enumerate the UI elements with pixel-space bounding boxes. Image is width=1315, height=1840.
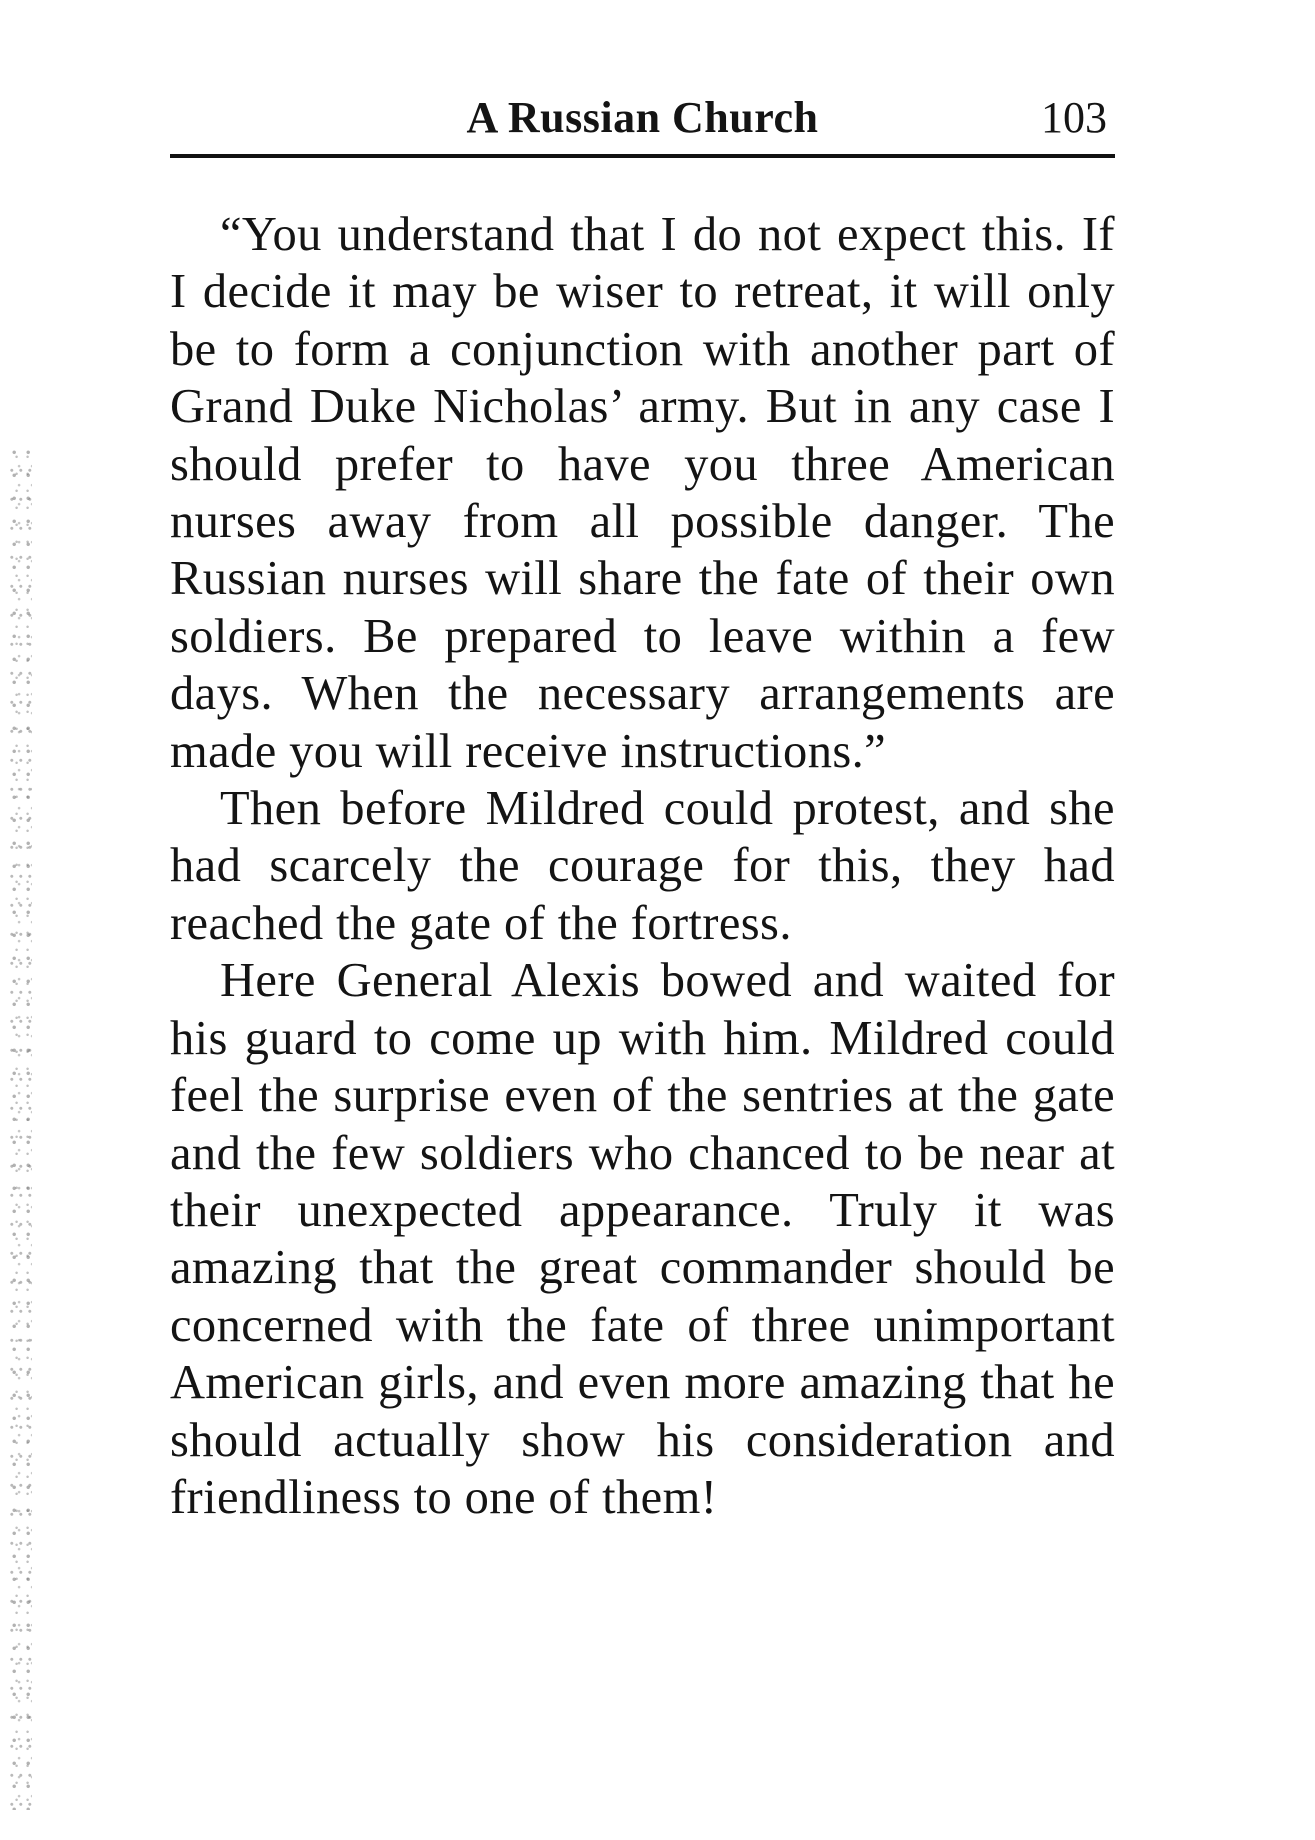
page-number: 103 [1041, 93, 1107, 142]
page-header [170, 88, 1115, 148]
paragraph-2: Then before Mildred could protest, and she had scarcely the courage for this, they had reached the gate of the fortress. [170, 782, 1115, 950]
scan-gutter-shadow [10, 450, 32, 1810]
paragraph-1: “You understand that I do not expect this. If I decide it may be wiser to retreat, it will only be to form a conjunction with another part of Grand Duke Nicholas’ army. But in any case I should prefer to have you three American nurses away from all possible danger. The Russian nurses will share the fate of their own soldiers. Be prepared to leave within a few days. When the necessary arrangements are made you will receive instructions.” [170, 208, 1115, 778]
paragraph-3: Here General Alexis bowed and waited for his guard to come up with him. Mildred could feel the surprise even of the sentries at the gate and the few soldiers who chanced to be near at their unexpected appearance. Truly it was amazing that the great commander should be concerned with the fate of three unimportant American girls, and even more amazing that he should actually show his consideration and friendliness to one of them! [170, 954, 1115, 1524]
body-text [170, 206, 1115, 1526]
header-rule [170, 154, 1115, 158]
running-title: A Russian Church [466, 93, 819, 142]
